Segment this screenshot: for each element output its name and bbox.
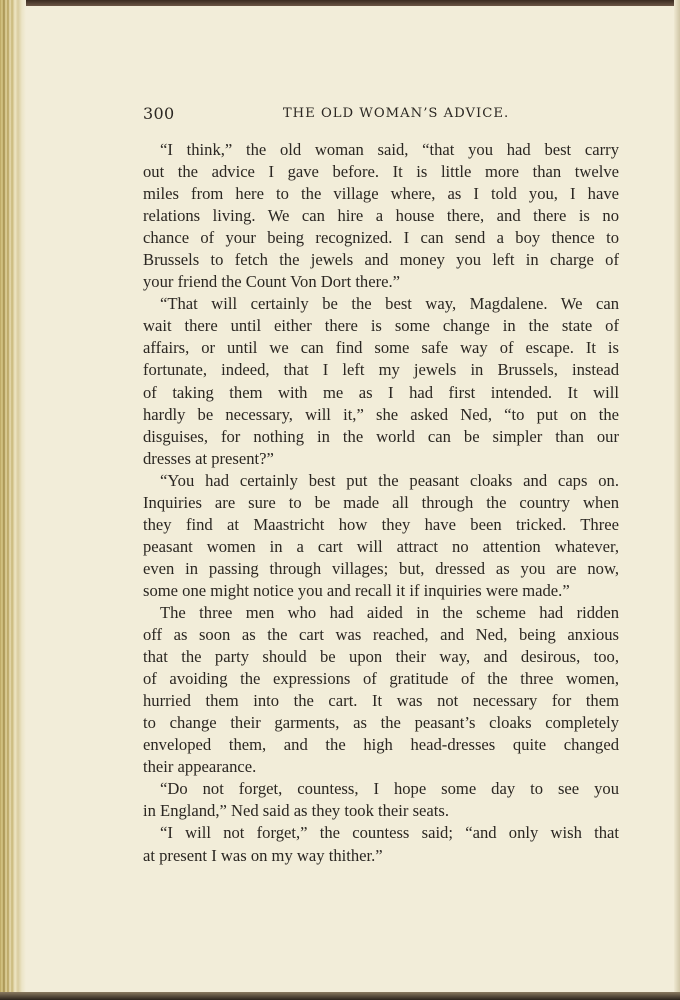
book-spine-gutter bbox=[0, 0, 26, 1000]
text-line: chance of your being recognized. I can send a boy thence to bbox=[143, 228, 619, 248]
paragraph bbox=[143, 602, 619, 778]
text-line: “You had certainly best put the peasant cloaks and caps on. bbox=[160, 470, 619, 490]
text-line: hurried them into the cart. It was not necessary for them bbox=[143, 691, 619, 711]
text-line: your friend the Count Von Dort there.” bbox=[143, 272, 400, 292]
text-line: to change their garments, as the peasant’s cloaks completely bbox=[143, 713, 619, 733]
paragraph bbox=[143, 293, 619, 469]
paragraph bbox=[143, 470, 619, 602]
text-line: even in passing through villages; but, dressed as you are now, bbox=[143, 558, 619, 578]
page-top-edge bbox=[0, 0, 680, 6]
body-text bbox=[143, 139, 619, 867]
page-bottom-edge bbox=[0, 992, 680, 1000]
text-line: fortunate, indeed, that I left my jewels in Brussels, instead bbox=[143, 360, 619, 380]
text-line: “Do not forget, countess, I hope some day to see you bbox=[160, 779, 619, 799]
running-head: THE OLD WOMAN’S ADVICE. bbox=[282, 106, 510, 121]
text-line: “I will not forget,” the countess said; “and only wish that bbox=[160, 823, 619, 843]
text-line: they find at Maastricht how they have been tricked. Three bbox=[143, 514, 619, 534]
text-line: miles from here to the village where, as I told you, I have bbox=[143, 184, 619, 204]
text-line: relations living. We can hire a house there, and there is no bbox=[143, 206, 619, 226]
page-number: 300 bbox=[143, 104, 175, 123]
text-line: affairs, or until we can find some safe way of escape. It is bbox=[143, 338, 619, 358]
paragraph bbox=[143, 778, 619, 822]
text-line: at present I was on my way thither.” bbox=[143, 845, 383, 865]
text-line: Brussels to fetch the jewels and money you left in charge of bbox=[143, 250, 619, 270]
text-line: wait there until either there is some change in the state of bbox=[143, 316, 619, 336]
text-line: Inquiries are sure to be made all through the country when bbox=[143, 492, 619, 512]
text-line: enveloped them, and the high head-dresses quite changed bbox=[143, 735, 619, 755]
text-line: peasant women in a cart will attract no attention whatever, bbox=[143, 536, 619, 556]
text-line: in England,” Ned said as they took their seats. bbox=[143, 801, 449, 821]
text-line: of avoiding the expressions of gratitude of the three women, bbox=[143, 669, 619, 689]
text-line: off as soon as the cart was reached, and Ned, being anxious bbox=[143, 625, 619, 645]
text-line: The three men who had aided in the scheme had ridden bbox=[160, 602, 619, 622]
text-line: that the party should be upon their way, and desirous, too, bbox=[143, 647, 619, 667]
text-line: some one might notice you and recall it if inquiries were made.” bbox=[143, 580, 570, 600]
page-right-edge bbox=[674, 0, 680, 1000]
page-header bbox=[143, 104, 619, 128]
text-line: “I think,” the old woman said, “that you had best carry bbox=[160, 140, 619, 159]
text-line: disguises, for nothing in the world can be simpler than our bbox=[143, 426, 619, 446]
paragraph bbox=[143, 139, 619, 293]
text-line: dresses at present?” bbox=[143, 448, 274, 468]
text-line: their appearance. bbox=[143, 757, 257, 777]
text-line: of taking them with me as I had first intended. It will bbox=[143, 382, 619, 402]
text-line: “That will certainly be the best way, Magdalene. We can bbox=[160, 294, 619, 314]
text-line: hardly be necessary, will it,” she asked Ned, “to put on the bbox=[143, 404, 619, 424]
text-line: out the advice I gave before. It is little more than twelve bbox=[143, 162, 619, 182]
paragraph bbox=[143, 822, 619, 866]
